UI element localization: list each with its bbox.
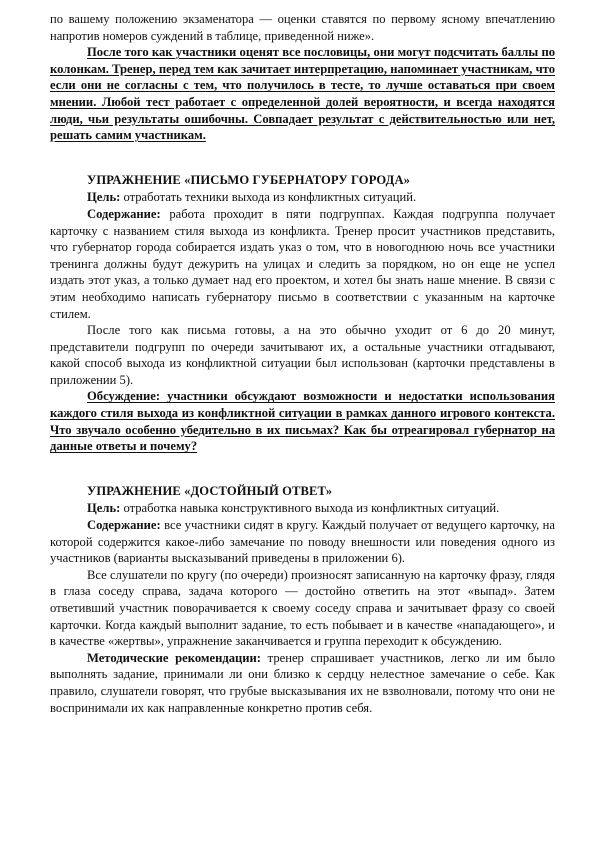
intro-paragraph-1: по вашему положению экзаменатора — оценки ставятся по первому ясному впечатлению напротив номеров суждений в таблице, приведенной ниже». (50, 12, 555, 43)
page-content (50, 11, 555, 716)
content-text: все участники сидят в кругу. Каждый получает от ведущего карточку, на которой содержится какое-либо замечание по поводу внешности или поведения одного из участников (варианты высказываний приведены в приложении 6). (50, 518, 555, 566)
content-label: Содержание: (87, 206, 161, 221)
goal-label: Цель: (87, 501, 121, 516)
goal-text: отработка навыка конструктивного выхода из конфликтных ситуаций. (120, 501, 500, 516)
content-label: Содержание: (87, 518, 161, 533)
exercise1-after: После того как письма готовы, а на это обычно уходит от 6 до 20 минут, представители подгрупп по очереди зачитывают их, а остальные участники отгадывают, какой способ выхода из конфликтной ситуации был использован (карточки представлены в приложении 5). (50, 323, 555, 387)
exercise1-goal (50, 189, 555, 206)
exercise2-after: Все слушатели по кругу (по очереди) произносят записанную на карточку фразу, глядя в глаза соседу справа, задача которого — достойно ответить на этот «выпад». Затем ответивший участник поворачивается к своему соседу справа и зачитывает фразу со своей карточки. Когда каждый выполнит задание, то есть побывает и в качестве «нападающего», и в качестве «жертвы», упражнение заканчивается и группа переходит к обсуждению. (50, 567, 555, 649)
goal-label: Цель: (87, 190, 121, 205)
exercise1-title: УПРАЖНЕНИЕ «ПИСЬМО ГУБЕРНАТОРУ ГОРОДА» (87, 172, 411, 187)
exercise2-method (50, 650, 555, 716)
method-label: Методические рекомендации: (87, 650, 261, 665)
content-text: работа проходит в пяти подгруппах. Каждая подгруппа получает карточку с названием стиля выхода из конфликта. Тренер просит участников представить, что губернатор города собирается издать указ о том, что в новогоднюю ночь все участники тренинга должны будут дежурить на улицах и следить за порядком, но он еще не успел издать этот указ, а только думает над его проектом, и хотел бы знать наше мнение. В связи с этим необходимо написать губернатору письмо в соответствии с указанным на карточке стилем. (50, 206, 555, 321)
exercise1-discussion: Обсуждение: участники обсуждают возможности и недостатки использования каждого стиля выхода из конфликтной ситуации в рамках данного игрового контекста. Что звучало особенно убедительно в их письмах? Как бы отреагировал губернатор на данные ответы и почему? (50, 389, 555, 454)
exercise1-content (50, 206, 555, 322)
goal-text: отработать техники выхода из конфликтных ситуаций. (120, 190, 417, 205)
exercise2-content (50, 517, 555, 567)
exercise2-title: УПРАЖНЕНИЕ «ДОСТОЙНЫЙ ОТВЕТ» (87, 483, 333, 498)
exercise2-goal (50, 500, 555, 517)
method-text: тренер спрашивает участников, легко ли им было выполнять задание, принимали ли они близко к сердцу нелестное замечание о себе. Как правило, слушатели говорят, что грубые высказывания их не взволновали, потому что они не воспринимали их как направленные конкретно против себя. (50, 650, 555, 715)
intro-paragraph-2: После того как участники оценят все пословицы, они могут подсчитать баллы по колонкам. Тренер, перед тем как зачитает интерпретацию, напоминает участникам, что если они не согласны с тем, что получилось в тесте, то лучше оставаться при своем мнении. Любой тест работает с определенной долей вероятности, и всегда находятся люди, чьи результаты ошибочны. Совпадает результат с действительностью или нет, решать самим участникам. (50, 45, 555, 143)
